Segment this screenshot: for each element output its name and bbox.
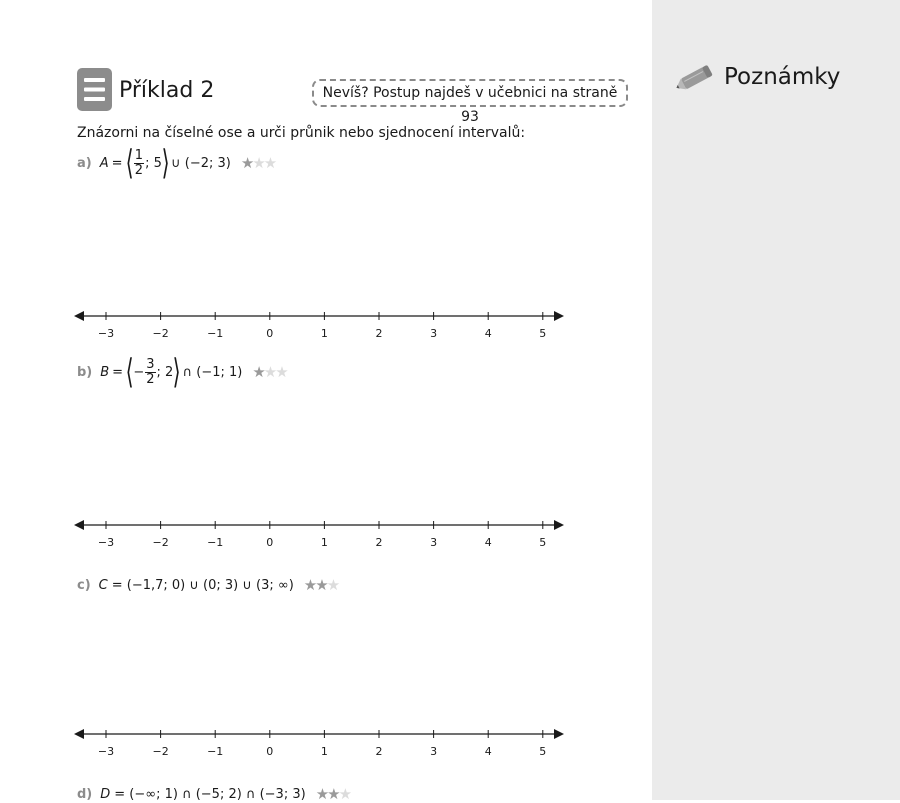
tick-label: −2 bbox=[152, 327, 169, 340]
tick-label: 3 bbox=[430, 327, 438, 340]
star-empty-icon: ★ bbox=[326, 576, 339, 594]
interval-tail: ∩ (−1; 1) bbox=[182, 364, 243, 380]
arrow-right-icon bbox=[554, 520, 564, 530]
difficulty-stars bbox=[316, 785, 350, 803]
number-line-c bbox=[72, 724, 572, 764]
close-bracket: ⟩ bbox=[161, 143, 170, 183]
star-empty-icon: ★ bbox=[338, 785, 351, 803]
hint-box: Nevíš? Postup najdeš v učebnici na straně 93 bbox=[312, 79, 628, 107]
star-empty-icon: ★ bbox=[275, 363, 287, 381]
tick-label: 2 bbox=[375, 327, 383, 340]
star-filled-icon: ★ bbox=[327, 785, 339, 803]
task-letter: b) bbox=[77, 364, 93, 380]
tick-label: −3 bbox=[97, 745, 115, 758]
pencil-icon bbox=[672, 62, 718, 98]
arrow-right-icon bbox=[554, 311, 564, 321]
page-title: Příklad 2 bbox=[119, 78, 215, 103]
difficulty-stars bbox=[252, 363, 286, 381]
star-empty-icon: ★ bbox=[263, 154, 276, 172]
tick-label: −3 bbox=[97, 327, 115, 340]
tick-label: 0 bbox=[266, 745, 274, 758]
star-filled-icon: ★ bbox=[315, 785, 328, 803]
tick-label: 3 bbox=[430, 536, 438, 549]
tick-label: 5 bbox=[539, 745, 547, 758]
tick-label: 3 bbox=[430, 745, 438, 758]
equals-sign: = bbox=[111, 155, 123, 171]
star-filled-icon: ★ bbox=[315, 576, 327, 594]
arrow-left-icon bbox=[74, 520, 84, 530]
task-a bbox=[77, 143, 276, 183]
close-bracket: ⟩ bbox=[172, 352, 181, 392]
tick-label: 4 bbox=[484, 536, 492, 549]
star-empty-icon: ★ bbox=[263, 363, 276, 381]
task-d bbox=[77, 785, 350, 803]
task-b bbox=[77, 352, 287, 392]
number-line-b bbox=[72, 515, 572, 555]
number-line-a bbox=[72, 306, 572, 346]
open-bracket: ⟨ bbox=[125, 143, 134, 183]
tick-label: 0 bbox=[266, 536, 274, 549]
task-c bbox=[77, 576, 338, 594]
star-filled-icon: ★ bbox=[240, 154, 253, 172]
star-filled-icon: ★ bbox=[303, 576, 316, 594]
arrow-left-icon bbox=[74, 311, 84, 321]
open-bracket: ⟨ bbox=[125, 352, 134, 392]
set-name: D bbox=[100, 786, 111, 802]
tick-label: 1 bbox=[320, 327, 328, 340]
star-empty-icon: ★ bbox=[252, 154, 264, 172]
tick-label: 4 bbox=[484, 327, 492, 340]
tick-label: 0 bbox=[266, 327, 274, 340]
fraction bbox=[134, 149, 144, 178]
interval-tail: ∪ (−2; 3) bbox=[171, 155, 231, 171]
interval-rest: ; 5 bbox=[145, 155, 162, 171]
fraction-numerator: 1 bbox=[134, 147, 144, 163]
set-expression: = (−1,7; 0) ∪ (0; 3) ∪ (3; ∞) bbox=[111, 577, 294, 593]
difficulty-stars bbox=[241, 154, 275, 172]
fraction-denominator: 2 bbox=[146, 371, 155, 387]
set-expression: = (−∞; 1) ∩ (−5; 2) ∩ (−3; 3) bbox=[114, 786, 306, 802]
fraction-numerator: 3 bbox=[146, 356, 155, 372]
fraction-denominator: 2 bbox=[134, 162, 144, 178]
tick-label: 1 bbox=[320, 536, 328, 549]
fraction-sign: − bbox=[133, 364, 145, 380]
tick-label: 2 bbox=[375, 536, 383, 549]
notes-sidebar bbox=[652, 0, 900, 800]
difficulty-stars bbox=[304, 576, 338, 594]
tick-label: −2 bbox=[152, 536, 169, 549]
fraction bbox=[145, 358, 155, 387]
menu-icon[interactable] bbox=[77, 68, 112, 115]
tick-label: 5 bbox=[539, 536, 547, 549]
task-letter: c) bbox=[77, 577, 91, 593]
equals-sign: = bbox=[112, 364, 124, 380]
tick-label: −3 bbox=[97, 536, 115, 549]
tick-label: −1 bbox=[207, 327, 224, 340]
task-letter: a) bbox=[77, 155, 92, 171]
tick-label: 1 bbox=[320, 745, 328, 758]
tick-label: −1 bbox=[207, 745, 224, 758]
set-name: B bbox=[100, 364, 110, 380]
instruction-text: Znázorni na číselné ose a urči průnik nebo sjednocení intervalů: bbox=[77, 125, 526, 141]
set-name: A bbox=[99, 155, 109, 171]
tick-label: −2 bbox=[152, 745, 169, 758]
task-letter: d) bbox=[77, 786, 93, 802]
arrow-right-icon bbox=[554, 729, 564, 739]
arrow-left-icon bbox=[74, 729, 84, 739]
tick-label: −1 bbox=[207, 536, 224, 549]
tick-label: 5 bbox=[539, 327, 547, 340]
tick-label: 4 bbox=[484, 745, 492, 758]
sidebar-title: Poznámky bbox=[724, 64, 841, 90]
tick-label: 2 bbox=[375, 745, 383, 758]
interval-rest: ; 2 bbox=[156, 364, 174, 380]
set-name: C bbox=[98, 577, 108, 593]
star-filled-icon: ★ bbox=[252, 363, 264, 381]
